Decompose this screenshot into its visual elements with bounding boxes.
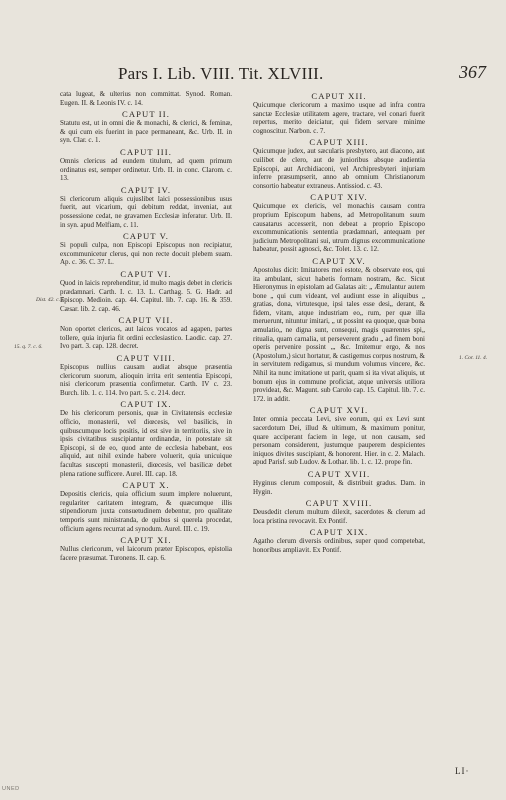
chapter-heading: CAPUT XVII. xyxy=(307,468,371,479)
chapter-heading: CAPUT II. xyxy=(122,109,170,120)
chapter-text: Agatho clerum diversis ordinibus, super quod competebat, honoribus ampliavit. Ex Pontif. xyxy=(253,537,425,554)
chapter-text: Si clericorum aliquis cujuslibet laici possessionibus usus fuerit, aut vicarium, qui debitum reddat, inveniat, aut possessione cedat, ne gravamen Ecclesiæ inferatur. Urb. II. in syn. apud Melfiam, c. 11. xyxy=(60,194,232,229)
chapter-heading: CAPUT XIX. xyxy=(309,527,369,538)
chapter-heading: CAPUT V. xyxy=(122,231,170,242)
chapter-heading: CAPUT XI. xyxy=(120,535,172,546)
running-header xyxy=(118,64,486,86)
chapter-heading: CAPUT XIV. xyxy=(310,192,368,203)
margin-note: 1. Cor. 11. 4. xyxy=(459,355,488,361)
chapter-text: Non oportet clericos, aut laicos vocatos ad agapen, partes tollere, quia injuria fit ordini ecclesiastico. Laodic. cap. 27. Ivo part. 3. cap. 128. decret. xyxy=(60,325,232,351)
chapter-text: Depositis clericis, quia officium suum implere noluerunt, regulariter caritatem integram, & quæcumque illis stipendiorum juxta consuetudinem debentur, pro qualitate temporis sunt ministranda, de quibus si querela procedat, officium agens recurrat ad synodum. Aurel. III. c. 19. xyxy=(60,490,232,533)
chapter-heading: CAPUT X. xyxy=(122,480,170,491)
chapter-text: Statutu est, ut in omni die & monachi, & clerici, & feminæ, & qui cum eis fuerint in pace permaneant, &c. Urb. II. in syn. Clar. c. 1. xyxy=(60,119,232,145)
chapter-heading: CAPUT VI. xyxy=(120,268,172,279)
chapter-text: Si populi culpa, non Episcopi Episcopus non recipiatur, excommunicetur clerus, qui non recte docuit plebem suam. Ap. c. 36. C. 37. L. xyxy=(60,241,232,267)
chapter-heading: CAPUT III. xyxy=(120,146,172,157)
chapter-text: Deusdedit clerum multum dilexit, sacerdotes & clerum ad loca pristina revocavit. Ex Pontif. xyxy=(253,508,425,525)
chapter-text: cata lugeat, & ulterius non committat. Synod. Roman. Eugen. II. & Leonis IV. c. 14. xyxy=(60,90,232,107)
chapter-text: Quod in laicis reprehenditur, id multo magis debet in clericis prædamnari. Carth. I. c. 13. L. Carthag. 5. G. Hadr. ad Episcop. Medioin. cap. 44. Capitul. lib. 7. cap. 16. & 359. Cæsar. lib. 2. cap. 46. xyxy=(60,278,232,313)
chapter-heading: CAPUT XII. xyxy=(311,91,367,101)
right-column xyxy=(253,90,425,557)
chapter-heading: CAPUT XV. xyxy=(312,255,366,266)
chapter-heading: CAPUT XVIII. xyxy=(305,498,373,509)
library-watermark: UNED xyxy=(2,786,20,792)
chapter-text: Omnis clericus ad eundem titulum, ad quem primum ordinatus est, semper ordinetur. Urb. II. in conc. Clarom. c. 13. xyxy=(60,156,232,183)
chapter-text: Hyginus clerum composuit, & distribuit gradus. Dam. in Hygin. xyxy=(253,478,425,496)
chapter-heading: CAPUT XIII. xyxy=(309,137,369,148)
running-title: Pars I. Lib. VIII. Tit. XLVIII. xyxy=(118,64,324,83)
chapter-heading: CAPUT IV. xyxy=(120,184,172,195)
chapter-text: Quicumque judex, aut sæcularis presbytero, aut diacono, aut cuilibet de clero, aut de junioribus absque audientia Episcopi, aut Archidiaconi, vel Archipresbyteri injuriam inferre præsumpserit, anno ab omnium Christianorum consortio habeatur extraneus. Antissiod. c. 43. xyxy=(253,147,425,190)
chapter-text: Episcopus nullius causam audiat absque præsentia clericorum suorum, alioquin irrita erit sententia Episcopi, nisi clericorum præsentia confirmetur. Carth. IV c. 23. Burch. lib. 1. c. 114. Ivo part. 5. c. 214. decr. xyxy=(60,363,232,397)
chapter-heading: CAPUT XVI. xyxy=(309,405,369,416)
chapter-text: Inter omnia peccata Levi, sive eorum, qui ex Levi sunt sacerdotum Dei, illud & ultimum, & maximum ponitur, quare acciperant faciem in lege, ut non causam, sed personam considerent, justumque pauperem despicientes iniquos divites suscipiant, & honorent. Hier. in c. 2. Malach. apud Parisf. sub Ludov. & Lothar. lib. 1. c. 12. prope fin. xyxy=(253,415,425,467)
chapter-text: Quicumque clericorum a maximo usque ad infra contra sanctæ Ecclesiæ utilitatem agere, tractare, vel conari fuerit repertus, merito deiciatur, qui fidem servare minime cognoscitur. Narbon. c. 7. xyxy=(253,101,425,135)
chapter-text: De his clericorum personis, quæ in Civitatensis ecclesiæ officio, monasterii, vel diœcesis, vel basilicis, in quibuscumque locis positis, id est sive in territoriis, sive in ipsis civitatibus suscipiantur ordinandæ, in potestate sit Episcopi, si de eo, quod ante de ecclesia habebant, eos aliquid, aut nihil exinde habere voluerit, quia unicuique facultas suscepti monasterii, diœcesis, vel basilicæ debet plena ratione sufficere. Aurel. III. cap. 18. xyxy=(60,409,232,478)
chapter-text: Nullus clericorum, vel laicorum præter Episcopos, epistolia facere præsumat. Turonens. II. cap. 6. xyxy=(60,545,232,562)
margin-note: Dist. 42. c. 5. xyxy=(36,297,66,303)
chapter-text: Apostolus dicit: Imitatores mei estote, & observate eos, qui ita ambulant, sicut habetis formam nostram, &c. Sicut Hieronymus in epistolam ad Galatas ait: „ Æmulantur autem bone „ qui cum videant, vel audiunt esse in aliquibus „ gratias, dona, virtutesque, ipsi tales esse desi„ derant, & fidem, vitam, atque industriam eo„ rum, per quæ illa meruerunt, nituntur imitari, „ ut possint ea quoque, quæ bona æmulatio„ ne digna sunt, consequi, magis quærentes spi„ ritualia, quam carnalia, ut perseverent gradu „ ad finem boni operis pervenire possint „, &c. Imitemur ergo, & nos (Apostolum,) sicut hortatur, & castigemus corpus nostrum, & in servitutem redigamus, si mundum volumus vincere, &c. Nihil ita nunc imitatione ut parit, quam si ita vivat aliquis, ut bonum ejus in commune proficiat, atque universis utiliora provideat, &c. Magunt. sub Carolo cap. 15. Capitul. lib. 7. c. 172. in addit. xyxy=(253,265,425,403)
left-column xyxy=(60,90,232,564)
chapter-text: Quicumque ex clericis, vel monachis causam contra proprium Episcopum habens, ad Metropolitanum suum causatarus accesserit, non debeat a proprio Episcopo excommunicationis sententia prædamnari, antequam per judicium Metropolitani sui, utrum dignus excommunicatione habeatur, possit agnosci, &c. Tolet. 13. c. 12. xyxy=(253,202,425,254)
margin-note: 15. q. 7. c. 6. xyxy=(14,344,43,350)
chapter-heading: CAPUT VII. xyxy=(118,315,174,326)
chapter-heading: CAPUT VIII. xyxy=(116,353,176,364)
page-number: 367 xyxy=(459,62,486,82)
chapter-heading: CAPUT IX. xyxy=(120,399,172,410)
signature-mark: LI· xyxy=(455,766,470,776)
